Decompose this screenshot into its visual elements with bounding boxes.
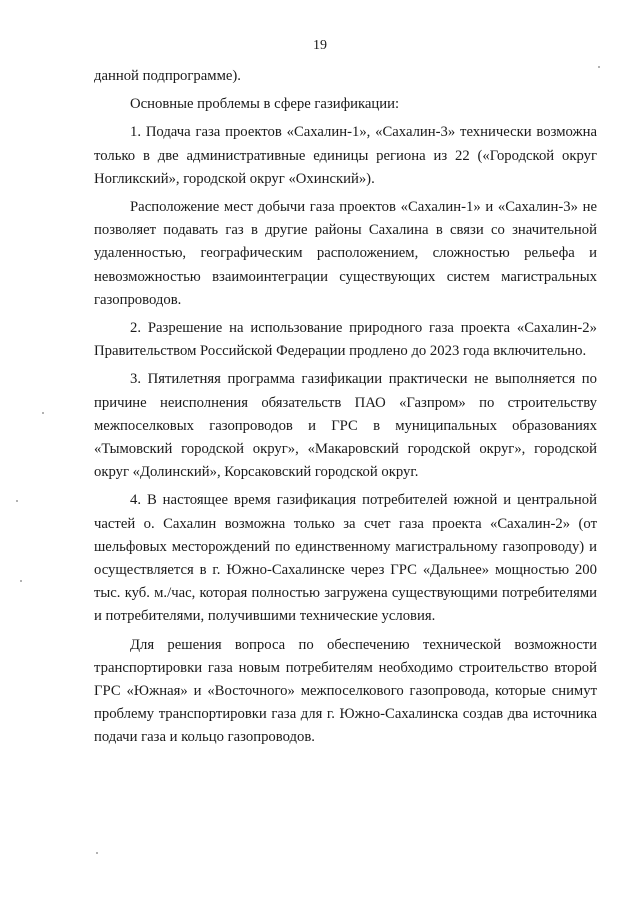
scan-speck — [20, 580, 22, 582]
paragraph-location: Расположение мест добычи газа проектов «Сахалин-1» и «Сахалин-3» не позволяет подавать газ в другие районы Сахалина в связи со значительной удаленностью, географическим расположением, сложностью рельефа и невозможностью взаимоинтеграции существующих систем магистральных газопроводов. — [94, 199, 597, 308]
paragraph-problem-2: 2. Разрешение на использование природного газа проекта «Сахалин-2» Правительством Российской Федерации продлено до 2023 года включительно. — [94, 320, 597, 360]
page-number: 19 — [313, 38, 327, 53]
scan-speck — [598, 66, 600, 68]
paragraph-problem-3: 3. Пятилетняя программа газификации практически не выполняется по причине неисполнения обязательств ПАО «Газпром» по строительству межпоселковых газопроводов и ГРС в муниципальных образованиях «Тымовский городской округ», «Макаровский городской округ», городской округ «Долинский», Корсаковский городской округ. — [94, 371, 597, 481]
scan-speck — [42, 412, 44, 414]
paragraph-problem-1: 1. Подача газа проектов «Сахалин-1», «Сахалин-3» технически возможна только в две административные единицы региона из 22 («Городской округ Ногликский», городской округ «Охинский»). — [94, 124, 597, 187]
paragraph-continuation: данной подпрограмме). — [94, 68, 241, 84]
paragraph-solution: Для решения вопроса по обеспечению технической возможности транспортировки газа новым потребителям необходимо строительство второй ГРС «Южная» и «Восточного» межпоселкового газопровода, которые снимут проблему транспортировки газа для г. Южно-Сахалинска создав два источника подачи газа и кольцо газопроводов. — [94, 636, 597, 746]
scan-speck — [16, 500, 18, 502]
paragraph-problems-heading: Основные проблемы в сфере газификации: — [130, 96, 400, 113]
paragraph-problem-4: 4. В настоящее время газификация потребителей южной и центральной частей о. Сахалин возможна только за счет газа проекта «Сахалин-2» (от шельфовых месторождений по единственному магистральному газопроводу) и осуществляется в г. Южно-Сахалинске через ГРС «Дальнее» мощностью 200 тыс. куб. м./час, которая полностью загружена существующими потребителями и потребителями, получившими технические условия. — [94, 492, 597, 625]
scan-speck — [96, 852, 98, 854]
document-body — [94, 65, 597, 755]
